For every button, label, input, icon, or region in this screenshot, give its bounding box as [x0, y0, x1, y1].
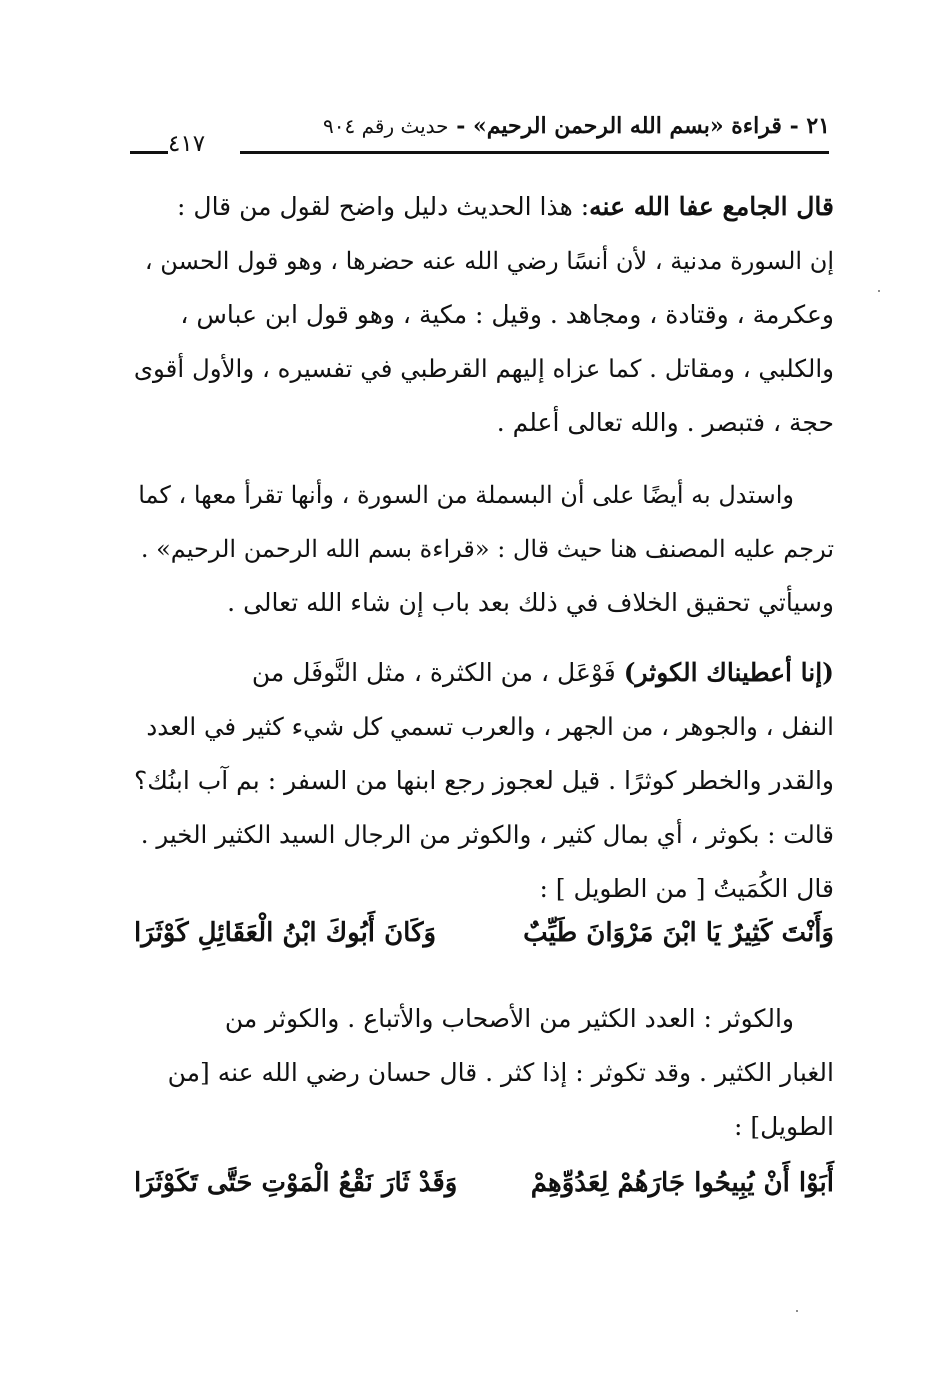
scan-speck [796, 1310, 798, 1312]
text-line: ترجم عليه المصنف هنا حيث قال : «قراءة بسم الله الرحمن الرحيم» . [140, 535, 834, 563]
text-line: قال الجامع عفا الله عنه: هذا الحديث دليل واضح لقول من قال : [177, 192, 834, 221]
text-line: النفل ، والجوهر ، من الجهر ، والعرب تسمي كل شيء كثير في العدد [146, 712, 834, 741]
text-line: الغبار الكثير . وقد تكوثر : إذا كثر . قال حسان رضي الله عنه [من [167, 1058, 834, 1087]
page-header [130, 105, 830, 155]
quran-phrase: (إنا أعطيناك الكوثر) [623, 658, 834, 687]
text-line: قال الكُمَيتُ [ من الطويل ] : [539, 874, 834, 903]
scan-speck [878, 290, 880, 292]
text-line: وسيأتي تحقيق الخلاف في ذلك بعد باب إن شاء الله تعالى . [227, 588, 834, 617]
text-line: (إنا أعطيناك الكوثر) فَوْعَل ، من الكثرة ، مثل النَّوفَل من [251, 658, 834, 687]
lead-phrase: قال الجامع عفا الله عنه [589, 192, 834, 221]
text-line: والكلبي ، ومقاتل . كما عزاه إليهم القرطبي في تفسيره ، والأول أقوى [133, 354, 834, 383]
paragraph-1 [134, 180, 834, 450]
chapter-title: ٢١ - قراءة «بسم الله الرحمن الرحيم» - [456, 113, 830, 139]
verse-second-hemistich: وَكَانَ أَبُوكَ ابْنُ الْعَقَائِلِ كَوْثَرَا [134, 918, 437, 948]
hadith-reference: حديث رقم ٩٠٤ [322, 114, 449, 138]
text-line: إن السورة مدنية ، لأن أنسًا رضي الله عنه حضرها ، وهو قول الحسن ، [144, 247, 834, 275]
paragraph-4 [134, 992, 834, 1154]
verse-first-hemistich: أَبَوْا أَنْ يُبِيحُوا جَارَهُمْ لِعَدُوِّهِمْ [530, 1168, 834, 1198]
text-line: الطويل] : [734, 1112, 834, 1141]
running-title [323, 113, 830, 139]
text-line: والكوثر : العدد الكثير من الأصحاب والأتباع . والكوثر من [224, 1004, 794, 1033]
text-line: والقدر والخطر كوثرًا . قيل لعجوز رجع ابنها من السفر : بم آب ابنُك؟ [134, 766, 834, 795]
poetry-verse-1 [134, 918, 834, 972]
text-line: قالت : بكوثر ، أي بمال كثير ، والكوثر من الرجال السيد الكثير الخير . [140, 820, 834, 849]
header-rule [240, 151, 829, 154]
page-number: ٤١٧ [168, 131, 206, 157]
text-line: حجة ، فتبصر . والله تعالى أعلم . [496, 408, 834, 437]
paragraph-2 [134, 468, 834, 630]
poetry-verse-2 [134, 1168, 834, 1222]
paragraph-3 [134, 646, 834, 916]
text-line: وعكرمة ، وقتادة ، ومجاهد . وقيل : مكية ، وهو قول ابن عباس ، [180, 300, 834, 329]
verse-first-hemistich: وَأَنْتَ كَثِيرٌ يَا ابْنَ مَرْوَانَ طَيِّبٌ [523, 918, 834, 948]
page-number-rule [130, 151, 168, 154]
verse-second-hemistich: وَقَدْ ثَارَ نَقْعُ الْمَوْتِ حَتَّى تَكَوْثَرَا [134, 1168, 458, 1198]
text-line: واستدل به أيضًا على أن البسملة من السورة ، وأنها تقرأ معها ، كما [138, 481, 794, 509]
